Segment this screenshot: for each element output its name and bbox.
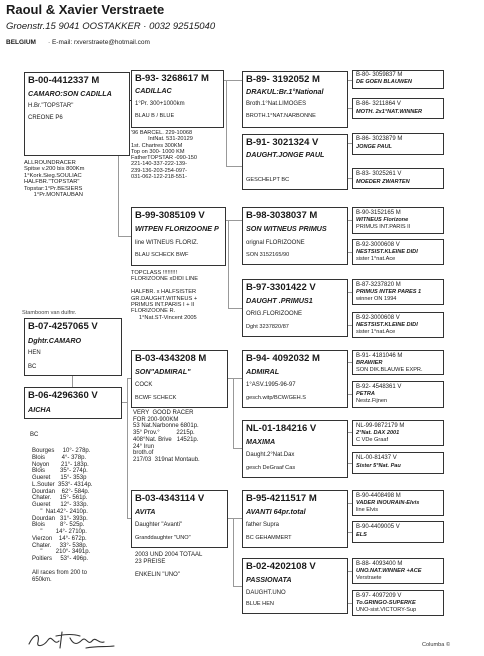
dam-name: WITPEN FLORIZOONE P [135, 224, 219, 233]
connector-line [228, 220, 229, 308]
connector-line [348, 532, 352, 533]
grandsire-ring-number: B-94- 4092032 M [246, 353, 320, 364]
footer-brand: Columba © [422, 642, 451, 648]
granddam-ring-number: B-02-4202108 V [246, 561, 316, 572]
ancestor-ring-number: B-80- 3059837 M [356, 72, 403, 78]
connector-line [348, 80, 352, 81]
breeder-email[interactable]: · E-mail: rxverstraete@hotmail.com [48, 39, 150, 46]
ancestor-name: BRAWIER [356, 360, 383, 366]
ancestor-name: PETRA [356, 391, 375, 397]
ancestor-name: UNO.NAT.WINNER +ACE [356, 568, 422, 574]
sire-info: 1°Pr. 300+1000km [135, 101, 185, 107]
dam-ring-number: B-99-3085109 V [135, 210, 205, 221]
breeder-title: Raoul & Xavier Verstraete [6, 2, 165, 17]
grandsire-color: gesch.witp/BCW/GEH.S [246, 395, 306, 401]
grandsire-color: BROTH.1°NAT.NARBONNE [246, 113, 316, 119]
ancestor-name: ELS [356, 532, 367, 538]
ancestor-ring-number: NL-00-81437 V [356, 455, 397, 461]
connector-line [127, 518, 131, 519]
connector-line [348, 571, 352, 572]
sire-color: BLAU B / BLUE [135, 113, 175, 119]
grandsire-info: 1°ASV.1995-96-97 [246, 382, 296, 388]
granddam-info: Daught.2°Nat.Dax [246, 452, 295, 458]
ancestor-ring-number: B-90-3152165 M [356, 210, 401, 216]
breeder-address: Groenstr.15 9041 OOSTAKKER · 0032 92515040 [6, 21, 216, 32]
connector-line [348, 394, 352, 395]
connector-line [348, 143, 352, 144]
granddam-color: gesch DeGraaf Cas [246, 465, 296, 471]
grandsire-ring-number: B-95-4211517 M [246, 493, 317, 504]
subject-color: CREONE P6 [28, 115, 63, 121]
connector-line [228, 518, 242, 519]
connector-line [348, 292, 352, 293]
subject-ring-number: B-07-4257065 V [28, 321, 98, 332]
dam-color: Granddaughter "UNO" [135, 535, 191, 541]
granddam-name: PASSIONATA [246, 575, 292, 584]
subject-name: CAMARO:SON CADILLA [28, 89, 112, 98]
connector-line [127, 378, 128, 518]
grandsire-info: father Supra [246, 522, 280, 528]
grandsire-color: BC GEHAMMERT [246, 535, 292, 541]
connector-line [233, 518, 234, 586]
connector-line [348, 362, 352, 363]
connector-line [348, 178, 352, 179]
ancestor-name: NESTSIST.KLEINE DIDI [356, 249, 418, 255]
dam-ring-number: B-06-4296360 V [28, 390, 98, 401]
connector-line [348, 220, 352, 221]
granddam-ring-number: B-91- 3021324 V [246, 137, 319, 148]
ancestor-name: 2°Nat. DAX 2001 [356, 430, 400, 436]
connector-line [233, 586, 242, 587]
sire-ring-number: B-03-4343208 M [135, 353, 207, 364]
ancestor-ring-number: B-86- 3211864 V [356, 101, 401, 107]
sire-notes: VERY GOOD RACER FOR 200-900KM 53 Nat.Narbonne 6801p. 35° Prov.° 2215p. 408°Nat. Brive 14521p. 24° Irun broth.of 217/03 319nat Montaub. [133, 410, 200, 464]
connector-line [233, 448, 242, 449]
ancestor-ring-number: B-90-4409005 V [356, 524, 400, 530]
subject-info: HEN [28, 350, 41, 356]
granddam-name: DAUGHT .PRIMUS1 [246, 296, 313, 305]
ancestor-info: line Elvis [356, 507, 379, 513]
connector-line [228, 308, 242, 309]
grandsire-name: SON WITNEUS PRIMUS [246, 224, 327, 233]
dam-notes: 2003 UND 2004 TOTAAL 23 PREISE ENKELIN "UNO" [135, 552, 203, 579]
ancestor-info: winner ON 1994 [356, 296, 397, 302]
subject-color: BC [28, 364, 37, 370]
granddam-color: BLUE HEN [246, 601, 274, 607]
connector-line [226, 80, 227, 166]
grandsire-name: ADMIRAL [246, 367, 280, 376]
ancestor-ring-number: B-90-4408498 M [356, 493, 401, 499]
connector-line [348, 325, 352, 326]
sire-name: CADILLAC [135, 86, 172, 95]
connector-line [348, 463, 352, 464]
subject-ring-number: B-00-4412337 M [28, 75, 100, 86]
ancestor-ring-number: B-86- 3023879 M [356, 136, 403, 142]
dam-color: BLAU SCHECK BWF [135, 252, 189, 258]
dam-info: Daughter "Avanti" [135, 522, 183, 528]
dam-name: AICHA [28, 405, 51, 414]
handwritten-signature [26, 626, 116, 652]
ancestor-ring-number: B-92- 4548361 V [356, 384, 402, 390]
sire-info: COCK [135, 382, 153, 388]
ancestor-info: UNO-sist.VICTORY-Sup [356, 607, 417, 613]
granddam-info: ORIG.FLORIZOONE [246, 311, 303, 317]
grandsire-info: Broth.1°Nat.LIMOGES [246, 101, 307, 107]
dam-info: line WITNEUS FLORIZ. [135, 240, 199, 246]
ancestor-ring-number: B-97- 4097209 V [356, 593, 402, 599]
grandsire-name: AVANTI 64pr.total [246, 507, 306, 516]
ancestor-name: Sister 5°Nat. Pau [356, 463, 401, 469]
ancestor-name: NESTSIST.KLEINE DIDI [356, 322, 418, 328]
connector-line [233, 378, 234, 448]
sire-color: BCWF SCHECK [135, 395, 177, 401]
dam-name: AVITA [135, 507, 156, 516]
ancestor-info: Verstraete [356, 575, 382, 581]
subject-info: H.Br."TOPSTAR" [28, 103, 74, 109]
granddam-name: MAXIMA [246, 437, 276, 446]
ancestor-name: DE GOEN BLAUWEN [356, 79, 412, 85]
connector-line [348, 503, 352, 504]
granddam-info: DAUGHT.UNO [246, 590, 286, 596]
pedigree-label: Stamboom van duifnr. [22, 310, 77, 316]
subject-name: Dghtr.CAMARO [28, 336, 82, 345]
connector-line [72, 376, 73, 387]
ancestor-ring-number: B-88- 4093400 M [356, 561, 403, 567]
connector-line [348, 252, 352, 253]
connector-line [348, 108, 352, 109]
sire-name: SON"ADMIRAL" [135, 367, 191, 376]
granddam-color: GESCHELPT BC [246, 177, 290, 183]
dam-notes: TOPCLASS !!!!!!!!! FLORIZOONE xDIDI LINE HALFBR. x HALFSISTER GR.DAUGHT.WITNEUS + PRIMUS INT.PARIS I + II FLORIZOONE R. 1°Nat.ST-Vincent 2005 [131, 270, 198, 321]
ancestor-name: WITNEUS Florizone [356, 217, 409, 223]
subject-notes: ALLROUNDRACER Spitse v.200 bis 800Km 1°Kork.Sieg.SOULIAC HALFBR."TOPSTAR" Topstar:1°Pr.BESIERS 1°Pr.MONTAUBAN [24, 160, 85, 199]
ancestor-name: To.GRINGO-SUPERKE [356, 600, 416, 606]
dam-color: BC [30, 432, 39, 438]
sire-ring-number: B-93- 3268617 M [135, 73, 209, 84]
granddam-color: Dght 3237820/87 [246, 324, 289, 330]
ancestor-ring-number: B-92-3000608 V [356, 315, 400, 321]
ancestor-ring-number: B-92-3000608 V [356, 242, 400, 248]
connector-line [348, 603, 352, 604]
connector-line [130, 100, 132, 101]
connector-line [226, 166, 242, 167]
ancestor-ring-number: NL-99-9872179 M [356, 423, 405, 429]
grandsire-ring-number: B-98-3038037 M [246, 210, 318, 221]
grandsire-color: SON 3152165/90 [246, 252, 290, 258]
breeder-country: BELGIUM [6, 39, 36, 46]
grandsire-info: orignal FLORIZOONE [246, 240, 305, 246]
ancestor-info: SON DIK.BLAUWE EXPR. [356, 367, 423, 373]
grandsire-name: DRAKUL:Br.1°National [246, 87, 324, 96]
connector-line [348, 432, 352, 433]
ancestor-info: Nestz.Fijnen [356, 398, 388, 404]
ancestor-info: C VDe Graaf [356, 437, 389, 443]
ancestor-name: PRIMUS INTER PARES 1 [356, 289, 422, 295]
connector-line [228, 378, 242, 379]
connector-line [118, 236, 131, 237]
ancestor-info: sister 1°nat.Ace [356, 329, 396, 335]
ancestor-ring-number: B-87-3237820 M [356, 282, 401, 288]
ancestor-ring-number: B-91- 4181046 M [356, 353, 403, 359]
granddam-ring-number: NL-01-184216 V [246, 423, 317, 434]
ancestor-info: PRIMUS INT.PARIS II [356, 224, 411, 230]
connector-line [127, 378, 131, 379]
granddam-ring-number: B-97-3301422 V [246, 282, 316, 293]
connector-line [226, 220, 242, 221]
ancestor-name: MOEDER ZWARTEN [356, 179, 410, 185]
dam-ring-number: B-03-4343114 V [135, 493, 205, 504]
sire-notes: '96 BARCEL. 229-10068 IntNat. 531-20129 1st. Chartres 300KM Top on 300- 1000 KM FatherTOPSTAR -090-150 221-140-337-222-139- 239-136-203-254-097- 031-062-122-218-551- [131, 130, 198, 180]
dam-race-results: Bourges 10°- 278p. Blois 4°- 378p. Noyon 21°- 183p. Blois 35°- 274p. Gueret 15°- 353p L.Souter 353°- 4314p. Dourdan 62°- 584p. Chater. 15°- 561p. Gueret 12°- 333p. " Nat.42°- 2410p. Dourdan 31°- 393p. Blois 8°- 525p. " 14°- 2710p. Vierzon 14°- 672p. Chater. 33°- 538p. " 210°- 3491p. Poitiers 53°- 496p. All races from 200 to 650km. [32, 448, 93, 583]
ancestor-name: VADER INOURAIN-Elvis [356, 500, 420, 506]
ancestor-name: MOTH. 2x1°NAT.WINNER [356, 109, 423, 115]
grandsire-ring-number: B-89- 3192052 M [246, 74, 320, 85]
ancestor-info: sister 1°nat.Ace [356, 256, 396, 262]
granddam-name: DAUGHT.JONGE PAUL [246, 150, 325, 159]
ancestor-ring-number: B-83- 3025261 V [356, 171, 402, 177]
connector-line [118, 156, 119, 236]
connector-line [224, 80, 242, 81]
ancestor-name: JONGE PAUL [356, 144, 392, 150]
